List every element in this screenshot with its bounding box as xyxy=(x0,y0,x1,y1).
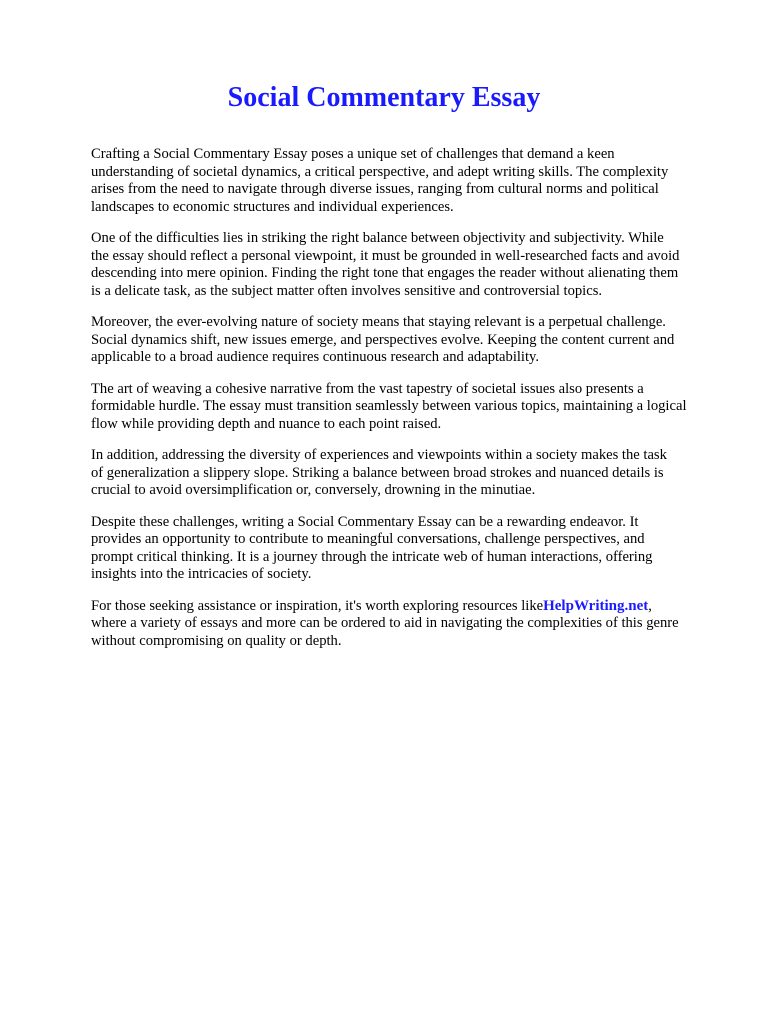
paragraph-line: crucial to avoid oversimplification or, conversely, drowning in the minutiae. xyxy=(91,482,536,498)
helpwriting-link[interactable]: HelpWriting.net xyxy=(543,597,649,614)
paragraph-line: flow while providing depth and nuance to each point raised. xyxy=(91,415,442,432)
paragraph-line: insights into the intricacies of society. xyxy=(91,566,312,582)
paragraph-5 xyxy=(91,447,731,500)
paragraph-line: The art of weaving a cohesive narrative from the vast tapestry of societal issues also presents a xyxy=(91,380,644,397)
paragraph-line: arises from the need to navigate through diverse issues, ranging from cultural norms and political xyxy=(91,181,659,197)
paragraph-3 xyxy=(91,314,731,367)
closing-text-before-link: For those seeking assistance or inspiration, it's worth exploring resources like xyxy=(91,597,544,614)
closing-text-after-link: , xyxy=(648,597,652,614)
paragraph-line: formidable hurdle. The essay must transition seamlessly between various topics, maintaining a logical xyxy=(91,398,687,414)
paragraph-6 xyxy=(91,514,731,584)
paragraph-line: descending into mere opinion. Finding the right tone that engages the reader without alienating them xyxy=(91,265,679,281)
paragraph-line: without compromising on quality or depth. xyxy=(91,632,342,649)
paragraph-line: In addition, addressing the diversity of experiences and viewpoints within a society makes the task xyxy=(91,447,667,463)
paragraph-line: Despite these challenges, writing a Social Commentary Essay can be a rewarding endeavor. It xyxy=(91,513,639,530)
paragraph-4 xyxy=(91,381,731,434)
closing-line-1 xyxy=(91,598,731,616)
closing-paragraph xyxy=(91,598,731,651)
paragraph-line: Social dynamics shift, new issues emerge, and perspectives evolve. Keeping the content current and xyxy=(91,331,675,348)
paragraph-line: applicable to a broad audience requires continuous research and adaptability. xyxy=(91,349,540,365)
paragraph-line: Moreover, the ever-evolving nature of society means that staying relevant is a perpetual challenge. xyxy=(91,314,666,330)
paragraph-line: understanding of societal dynamics, a critical perspective, and adept writing skills. The complexity xyxy=(91,163,669,180)
paragraph-line: One of the difficulties lies in striking the right balance between objectivity and subjectivity. While xyxy=(91,230,664,246)
paragraph-line: of generalization a slippery slope. Striking a balance between broad strokes and nuanced details is xyxy=(91,464,664,481)
paragraph-line: Crafting a Social Commentary Essay poses a unique set of challenges that demand a keen xyxy=(91,146,615,162)
paragraph-line: the essay should reflect a personal viewpoint, it must be grounded in well-researched facts and avoid xyxy=(91,247,680,264)
paragraph-1 xyxy=(91,146,731,216)
paragraph-line: where a variety of essays and more can be ordered to aid in navigating the complexities of this genre xyxy=(91,615,679,631)
paragraph-2 xyxy=(91,230,731,300)
paragraph-line: provides an opportunity to contribute to meaningful conversations, challenge perspectives, and xyxy=(91,531,645,547)
paragraph-line: prompt critical thinking. It is a journey through the intricate web of human interactions, offering xyxy=(91,548,653,565)
page-title: Social Commentary Essay xyxy=(227,82,541,113)
essay-body xyxy=(91,146,731,664)
paragraph-line: landscapes to economic structures and individual experiences. xyxy=(91,198,454,215)
paragraph-line: is a delicate task, as the subject matter often involves sensitive and controversial topics. xyxy=(91,282,603,299)
